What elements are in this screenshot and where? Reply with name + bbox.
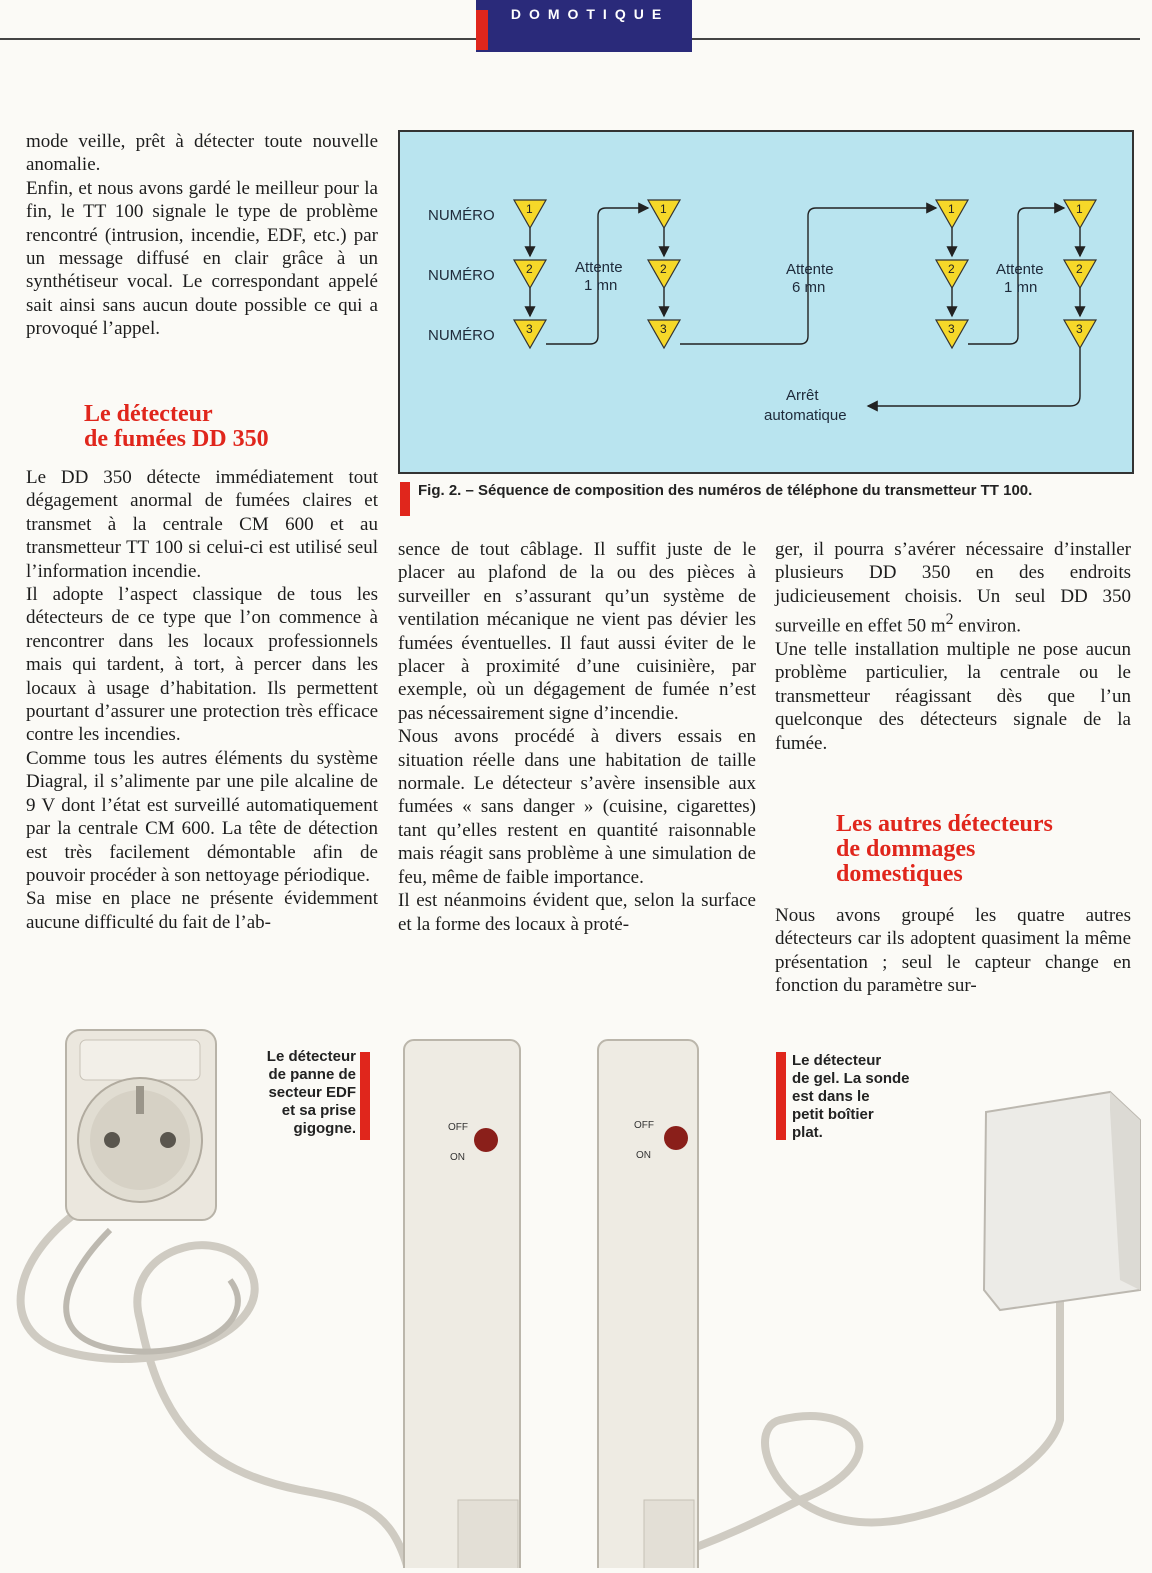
row-label: NUMÉRO <box>428 267 495 284</box>
triangle-number: 2 <box>526 262 533 276</box>
caption-line: Le détecteur <box>792 1052 882 1069</box>
section-accent-bar <box>476 10 488 50</box>
switch-on-label: ON <box>636 1150 651 1161</box>
triangle-number: 1 <box>948 202 955 216</box>
heading-line: Les autres détecteurs <box>836 811 1053 837</box>
caption-accent-bar <box>360 1052 370 1140</box>
product-photo <box>0 1000 1152 1568</box>
paragraph: Comme tous les autres éléments du système Diagral, il s’alimente par une pile alcaline de 9 V dont l’état est surveillé automatiquement par la centrale CM 600. La tête de détection est très facilement démontable afin de pouvoir procéder à son nettoyage périodique. <box>26 747 378 886</box>
caption-accent-bar <box>400 482 410 516</box>
wait-label: Attente <box>786 261 834 278</box>
triangle-group-4 <box>1064 200 1096 348</box>
column-3-bottom <box>775 904 1131 998</box>
paragraph: sence de tout câblage. Il suffit juste de le placer au plafond de la ou des pièces à surveiller en s’assurant qu’un système de ventilation mécanique ne vient pas dévier les fumées éventuelles. Il faut aussi éviter de le placer à proximité d’une cuisinière, par exemple, où un dégagement de fumée n’est pas nécessairement signe d’incendie. <box>398 539 756 724</box>
superscript: 2 <box>945 611 954 629</box>
triangle-group-1 <box>514 200 546 348</box>
column-1-bottom <box>26 466 378 934</box>
column-1-top <box>26 130 378 341</box>
paragraph: Il adopte l’aspect classique de tous les détecteurs de ce type que l’on commence à rencontrer dans les locaux professionnels mais qui tardent, à tort, à percer dans les locaux à usage d’habitation. Ils permettent pourtant d’assurer une protection très efficace contre les incendies. <box>26 584 378 746</box>
caption-line: gigogne. <box>293 1120 356 1137</box>
caption-line: et sa prise <box>281 1102 356 1119</box>
switch-off-label: OFF <box>634 1120 654 1131</box>
wait-label: 1 mn <box>584 277 618 294</box>
caption-line: est dans le <box>792 1088 870 1105</box>
stop-arrow <box>868 348 1080 406</box>
row-label: NUMÉRO <box>428 327 495 344</box>
heading-line: de fumées DD 350 <box>84 426 269 452</box>
triangle-number: 3 <box>660 322 667 336</box>
row-label: NUMÉRO <box>428 207 495 224</box>
figure-sequence-diagram <box>398 130 1134 474</box>
column-3 <box>775 538 1131 755</box>
text: ger, il pourra s’avérer nécessaire d’installer plusieurs DD 350 en des endroits judicieusement choisis. Un seul DD 350 surveille en effet 50 m <box>775 539 1131 637</box>
paragraph <box>775 538 1131 638</box>
devices-illustration <box>0 1000 1152 1568</box>
switch-off-label: OFF <box>448 1122 468 1133</box>
heading-line: de dommages <box>836 836 976 862</box>
text: environ. <box>953 615 1022 637</box>
caption-line: petit boîtier <box>792 1106 874 1123</box>
caption-line: Le détecteur <box>266 1048 356 1065</box>
stop-label: automatique <box>764 407 847 424</box>
flow-arrow <box>546 208 648 344</box>
caption-edf-detector <box>238 1048 356 1138</box>
heading-line: Le détecteur <box>84 401 213 427</box>
paragraph: Enfin, et nous avons gardé le meilleur pour la fin, le TT 100 signale le type de problème rencontré (intrusion, incendie, EDF, etc.) par un message diffusé en clair grâce à un synthétiseur vocal. Le correspondant appelé sait ainsi sans aucun doute possible ce qui a provoqué l’appel. <box>26 177 378 340</box>
section-title: DOMOTIQUE <box>510 6 670 22</box>
column-2 <box>398 538 756 936</box>
caption-line: de panne de <box>268 1066 356 1083</box>
wait-label: Attente <box>575 259 623 276</box>
paragraph: Sa mise en place ne présente évidemment aucune difficulté du fait de l’ab- <box>26 888 378 933</box>
paragraph: mode veille, prêt à détecter toute nouvelle anomalie. <box>26 131 378 176</box>
triangle-group-3 <box>936 200 968 348</box>
caption-line: secteur EDF <box>268 1084 356 1101</box>
paragraph: Une telle installation multiple ne pose aucun problème particulier, la centrale ou le transmetteur réagissant dès que l’un quelconque des détecteurs signale de la fumée. <box>775 638 1131 754</box>
paragraph: Nous avons groupé les quatre autres détecteurs car ils adoptent quasiment la même présentation ; seul le capteur change en fonction du paramètre sur- <box>775 905 1131 997</box>
heading-other-detectors <box>836 812 1136 887</box>
triangle-number: 2 <box>948 262 955 276</box>
wait-label: 1 mn <box>1004 279 1038 296</box>
paragraph: Nous avons procédé à divers essais en situation réelle dans une habitation de taille normale. Le détecteur s’avère insensible aux fumées « sans danger » (cuisine, cigarettes) tant qu’elles restent en quantité raisonnable mais réagit sans problème à une simulation de feu, même de faible importance. <box>398 726 756 888</box>
paragraph: Le DD 350 détecte immédiatement tout dégagement anormal de fumées claires et transmet à la centrale CM 600 et au transmetteur TT 100 si celui-ci est utilisé seul l’information incendie. <box>26 467 378 582</box>
triangle-number: 3 <box>948 322 955 336</box>
triangle-number: 3 <box>526 322 533 336</box>
triangle-number: 2 <box>660 262 667 276</box>
sequence-diagram <box>400 132 1132 472</box>
heading-line: domestiques <box>836 861 963 887</box>
triangle-number: 1 <box>1076 202 1083 216</box>
switch-on-label: ON <box>450 1152 465 1163</box>
triangle-number: 2 <box>1076 262 1083 276</box>
paragraph: Il est néanmoins évident que, selon la surface et la forme des locaux à proté- <box>398 890 756 935</box>
triangle-number: 1 <box>660 202 667 216</box>
triangle-number: 3 <box>1076 322 1083 336</box>
triangle-number: 1 <box>526 202 533 216</box>
caption-accent-bar <box>776 1052 786 1140</box>
stop-label: Arrêt <box>786 387 819 404</box>
caption-frost-detector <box>792 1052 952 1142</box>
wait-label: 6 mn <box>792 279 826 296</box>
figure-caption: Fig. 2. – Séquence de composition des numéros de téléphone du transmetteur TT 100. <box>418 482 1033 499</box>
heading-smoke-detector <box>84 402 384 452</box>
triangle-group-2 <box>648 200 680 348</box>
wait-label: Attente <box>996 261 1044 278</box>
caption-line: de gel. La sonde <box>792 1070 910 1087</box>
caption-line: plat. <box>792 1124 823 1141</box>
